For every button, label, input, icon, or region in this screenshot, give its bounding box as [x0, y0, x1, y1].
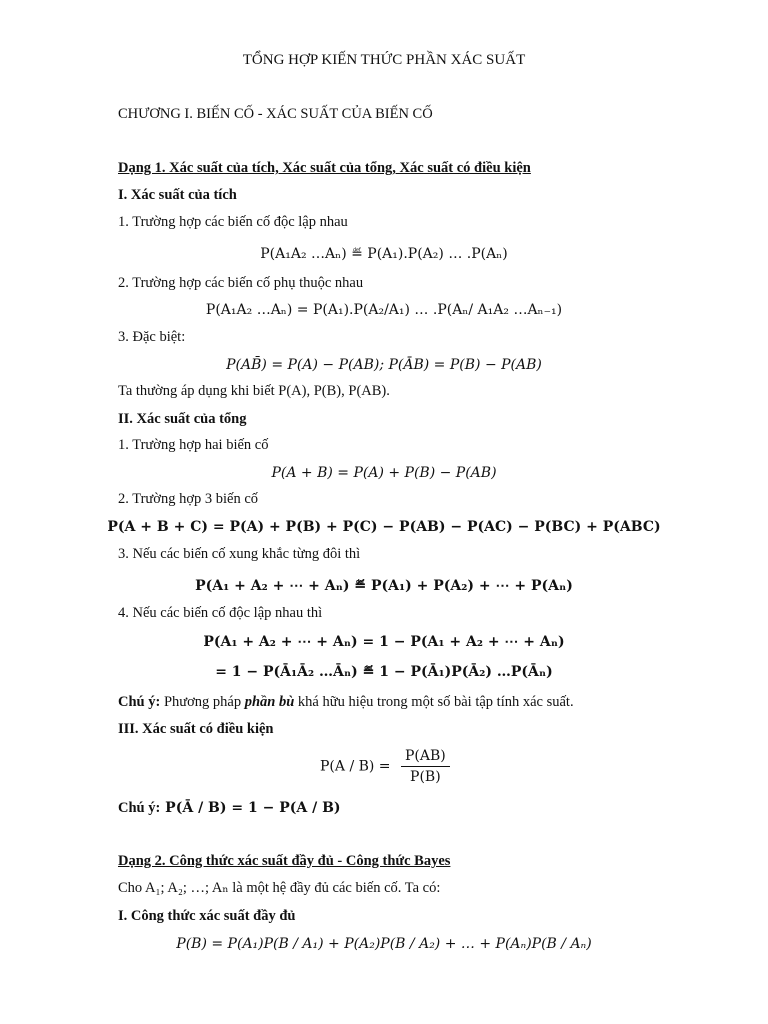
fraction-numerator: P(AB): [401, 748, 450, 767]
type2-intro: Cho A₁; A₂; …; Aₙ là một hệ đầy đủ các biến cố. Ta có:: [118, 880, 441, 896]
formula-sum-independent-1: P(A₁ + A₂ + ⋯ + Aₙ) = 1 − P(A₁ + A₂ + ⋯ + Aₙ): [203, 634, 565, 650]
section2-item4: 4. Nếu các biến cố độc lập nhau thì: [118, 605, 323, 621]
note-label: Chú ý:: [118, 800, 161, 816]
note-text-emphasis: phần bù: [244, 694, 295, 710]
section2-note: [118, 694, 574, 711]
formula-sum-exclusive: P(A₁ + A₂ + ⋯ + Aₙ) ≝ P(A₁) + P(A₂) + ⋯ + P(Aₙ): [195, 578, 573, 594]
section2-heading: II. Xác suất của tổng: [118, 411, 247, 427]
section1-heading: I. Xác suất của tích: [118, 187, 237, 203]
formula-sum-three: P(A + B + C) = P(A) + P(B) + P(C) − P(AB) − P(AC) − P(BC) + P(ABC): [107, 519, 661, 535]
formula-sum-independent-2: = 1 − P(Ā₁Ā₂ …Āₙ) ≝ 1 − P(Ā₁)P(Ā₂) …P(Āₙ): [215, 664, 553, 680]
formula-product-independent: P(A₁A₂ …Aₙ) ≝ P(A₁).P(A₂) … .P(Aₙ): [260, 246, 508, 262]
conditional-lhs: P(A / B) =: [320, 758, 391, 775]
note-formula: P(Ā / B) = 1 − P(A / B): [160, 800, 341, 816]
type1-heading: Dạng 1. Xác suất của tích, Xác suất của tổng, Xác suất có điều kiện: [118, 160, 531, 176]
section2-item3: 3. Nếu các biến cố xung khắc từng đôi thì: [118, 546, 361, 562]
section2-item2: 2. Trường hợp 3 biến cố: [118, 491, 259, 507]
section1-item1: 1. Trường hợp các biến cố độc lập nhau: [118, 214, 348, 230]
section1-item2: 2. Trường hợp các biến cố phụ thuộc nhau: [118, 275, 364, 291]
conditional-fraction: [401, 748, 450, 785]
note-text-a: Phương pháp: [160, 694, 245, 710]
section1-item3: 3. Đặc biệt:: [118, 329, 186, 345]
section3-heading: III. Xác suất có điều kiện: [118, 721, 274, 737]
note-text-c: khá hữu hiệu trong một số bài tập tính xác suất.: [294, 694, 574, 710]
section2-item1: 1. Trường hợp hai biến cố: [118, 437, 269, 453]
note-label: Chú ý:: [118, 694, 161, 710]
section3-note: [118, 800, 341, 817]
document-title: TỔNG HỢP KIẾN THỨC PHẦN XÁC SUẤT: [242, 52, 526, 68]
formula-product-dependent: P(A₁A₂ …Aₙ) = P(A₁).P(A₂/A₁) … .P(Aₙ/ A₁A₂ …Aₙ₋₁): [205, 302, 563, 318]
formula-special-case: P(AB̄) = P(A) − P(AB); P(ĀB) = P(B) − P(AB): [226, 357, 542, 373]
chapter-heading: CHƯƠNG I. BIẾN CỐ - XÁC SUẤT CỦA BIẾN CỐ: [118, 106, 433, 122]
type2-subheading: I. Công thức xác suất đầy đủ: [118, 908, 296, 924]
formula-conditional: [320, 748, 450, 785]
type2-heading: Dạng 2. Công thức xác suất đầy đủ - Công thức Bayes: [118, 853, 451, 869]
formula-sum-two: P(A + B) = P(A) + P(B) − P(AB): [271, 465, 497, 481]
fraction-denominator: P(B): [410, 769, 441, 785]
section1-note: Ta thường áp dụng khi biết P(A), P(B), P(AB).: [118, 383, 390, 399]
formula-total-probability: P(B) = P(A₁)P(B / A₁) + P(A₂)P(B / A₂) + … + P(Aₙ)P(B / Aₙ): [176, 936, 592, 952]
